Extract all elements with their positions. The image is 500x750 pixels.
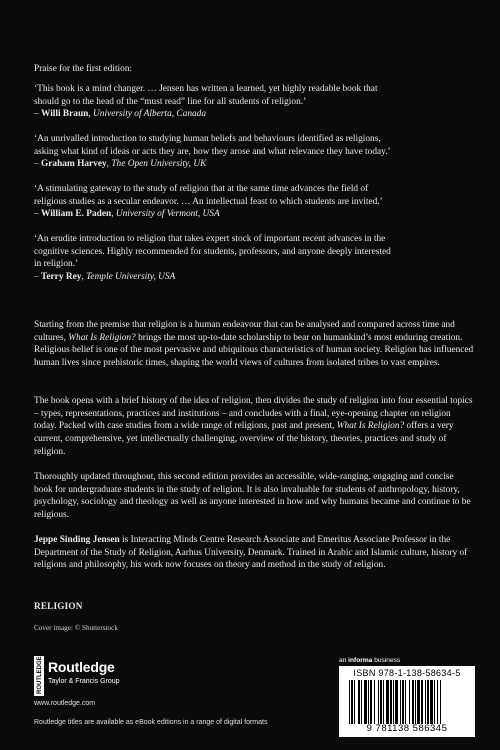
attribution-dash: – (34, 159, 42, 170)
barcode-bar (361, 680, 362, 724)
description-paragraph: Thoroughly updated throughout, this second edition provides an accessible, wide-ranging, engaging and concise book for undergraduate students in the study of religion. It is also invaluable for students of anthropology, history, psychology, sociology and theology as well as anyone interested in how and why humans became and continue to be religious. (34, 472, 471, 521)
barcode-bar (370, 680, 372, 724)
barcode-bar (351, 680, 353, 724)
quote-line: ‘An unrivalled introduction to studying human beliefs and behaviours identified as religions, (34, 134, 381, 144)
barcode-bar (409, 680, 410, 724)
book-title: What Is Religion? (336, 421, 405, 432)
author-name: Jeppe Sinding Jensen (34, 535, 120, 545)
quote-affiliation: Temple University, USA (86, 271, 176, 282)
routledge-vertical-mark (34, 656, 44, 696)
barcode-bar (434, 680, 435, 724)
quote-affiliation: University of Vermont, USA (115, 209, 220, 220)
informa-suffix: business (372, 657, 401, 664)
cover-credit: Cover image: © Shutterstock (34, 624, 118, 632)
praise-heading: Praise for the first edition: (34, 64, 133, 74)
quote-line: ‘A stimulating gateway to the study of religion that at the same time advances the field of (34, 184, 369, 194)
attribution-dash: – (34, 109, 42, 120)
quote-author: Graham Harvey (41, 159, 107, 170)
ebook-footer-note: Routledge titles are available as eBook editions in a range of digital formats (34, 719, 268, 726)
attribution-dash: – (34, 209, 42, 220)
quote-line: in religion.’ (34, 259, 79, 270)
barcode-bar (380, 680, 382, 724)
barcode-bar (390, 680, 392, 724)
attribution-dash: – (34, 271, 42, 282)
barcode-bar (393, 680, 394, 724)
vertical-mark-text: ROUTLEDGE (37, 656, 44, 694)
isbn-label: ISBN 978-1-138-58634-5 (353, 668, 461, 678)
quote-line: ‘An erudite introduction to religion that takes expert stock of important recent advances in the (34, 234, 386, 244)
quote-author: Terry Rey (41, 271, 82, 282)
paragraph-text: brings the most up-to-date scholarship to bear on humankind’s most enduring creation. Religious belief is one of the most pervasive and ubiquitous characteristics of human society. Religion has influenced human lives since prehistoric times, shaping the world views of cultures from isolated tribes to vast empires. (34, 332, 474, 369)
quote-line: religious studies as a secular endeavor. … An intellectual feast to which students are invited.’ (34, 196, 383, 207)
subject-category: RELIGION (34, 601, 83, 611)
informa-business-label (339, 657, 400, 664)
barcode-bar (374, 680, 375, 724)
barcode-number: 9 781138 586345 (366, 723, 448, 734)
quote-attribution: – Willi Braun, University of Alberta, Canada (34, 109, 207, 120)
quote-affiliation: University of Alberta, Canada (93, 109, 207, 120)
quote-affiliation: The Open University, UK (111, 159, 207, 170)
description-paragraph (34, 395, 474, 459)
routledge-logo (34, 656, 194, 696)
barcode-bar (349, 680, 350, 724)
barcode-bar (402, 680, 404, 724)
barcode-bar (383, 680, 384, 724)
quote-attribution: – William E. Paden, University of Vermont, USA (34, 209, 220, 220)
quote-author: William E. Paden (41, 209, 112, 220)
barcode-bar (427, 680, 429, 724)
quote-line: cognitive sciences. Highly recommended for students, professors, and anyone deeply interested (34, 246, 391, 257)
barcode-bar (368, 680, 369, 724)
paragraph-text: Starting from the premise that religion is a human endeavour that can be analysed and compared across time and cultures, (34, 320, 455, 343)
publisher-url: www.routledge.com (34, 700, 96, 707)
barcode-bar (405, 680, 406, 724)
barcode-bar (354, 680, 355, 724)
quote-block (34, 133, 474, 171)
barcode-bar (415, 680, 416, 724)
quote-line: ‘This book is a mind changer. … Jensen has written a learned, yet highly readable book that (34, 84, 378, 94)
barcode-bar (386, 680, 389, 724)
barcode-bar (364, 680, 367, 724)
isbn-barcode-panel (339, 666, 475, 737)
barcode-bar (412, 680, 414, 724)
barcode-bar (437, 680, 438, 724)
quote-line: should go to the head of the “must read” line for all students of religion.’ (34, 96, 307, 107)
paragraph-text: is Interacting Minds Centre Research Associate and Emeritus Associate Professor in the Department of the Study of Religion, Aarhus University, Denmark. Trained in Arabic and Islamic culture, history of religions and philosophy, his work now focuses on theory and method in the study of religion. (34, 535, 468, 571)
barcode-bar (425, 680, 426, 724)
quote-attribution: – Terry Rey, Temple University, USA (34, 271, 176, 282)
paragraph-text: The book opens with a brief history of the idea of religion, then divides the study of religion into four essential topics – types, representations, practices and institutions – and concludes with a final, eye-opening chapter on religion today. Packed with case studies from a wide range of religions, past and present, (34, 396, 473, 432)
barcode-bar (395, 680, 398, 724)
quote-attribution: – Graham Harvey, The Open University, UK (34, 159, 207, 170)
barcode-bar (378, 680, 379, 724)
informa-brand: informa (348, 657, 373, 664)
barcode-bar (358, 680, 360, 724)
barcode-bar (400, 680, 401, 724)
author-bio (34, 534, 474, 572)
publisher-group: Taylor & Francis Group (48, 678, 120, 685)
book-title: What Is Religion? (68, 332, 136, 343)
quote-block (34, 183, 474, 221)
barcode-bar (417, 680, 420, 724)
description-paragraph (34, 319, 474, 370)
barcode-bar (430, 680, 433, 724)
barcode-bar (421, 680, 423, 724)
informa-prefix: an (339, 657, 349, 664)
quote-block (34, 233, 474, 283)
publisher-name: Routledge (48, 659, 115, 675)
quote-line: asking what kind of ideas or acts they are, how they arose and what relevance they have today.’ (34, 146, 391, 157)
quote-author: Willi Braun (41, 109, 89, 120)
paragraph-text: offers a very current, comprehensive, yet intellectually challenging, overview of the history, theories, practices and study of religion. (34, 421, 454, 457)
quote-block (34, 83, 474, 121)
barcode-bar (440, 680, 441, 724)
barcode-graphic (349, 680, 469, 724)
